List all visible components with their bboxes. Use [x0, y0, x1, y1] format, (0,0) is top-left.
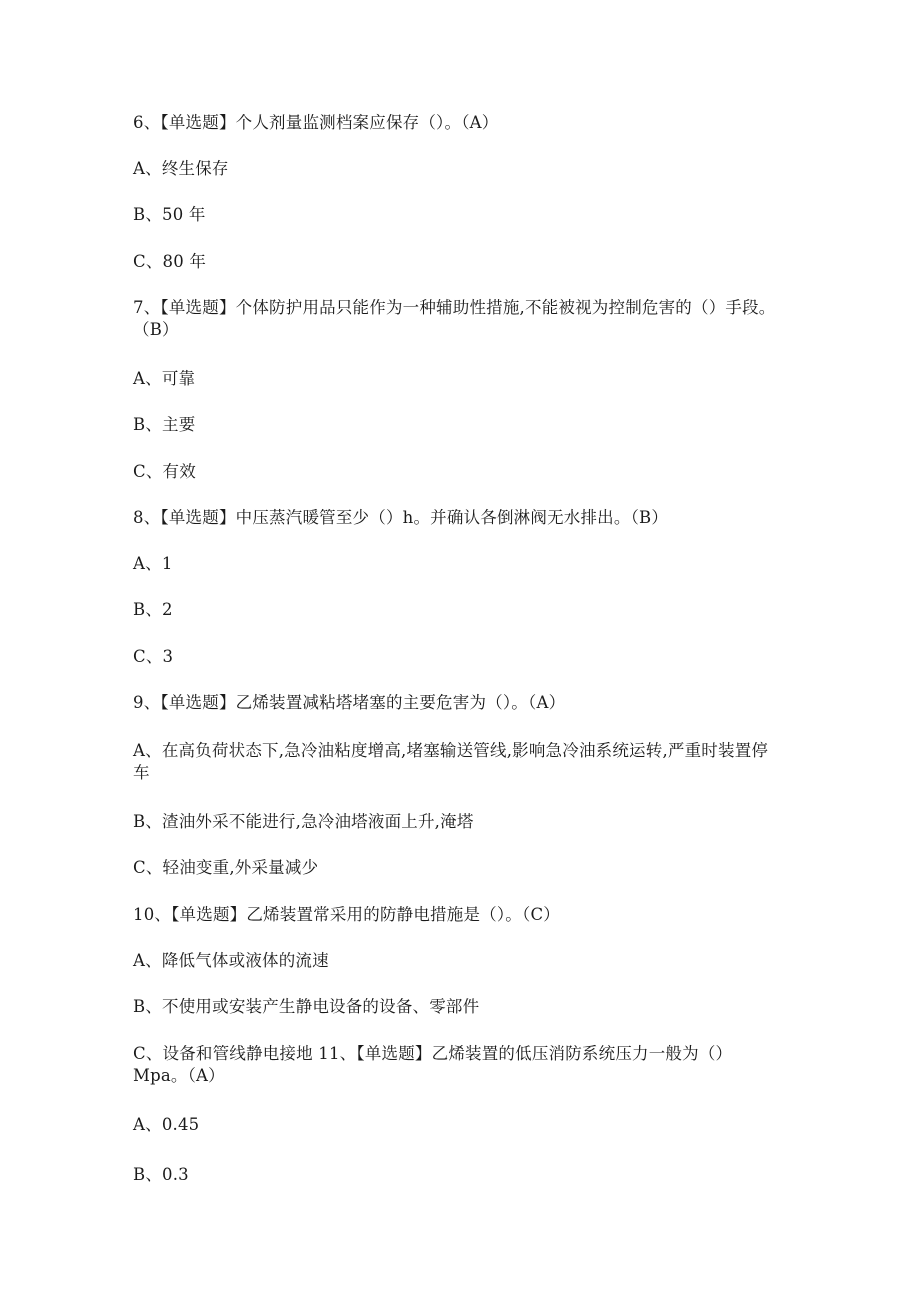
question-10-option-a: A、降低气体或液体的流速 [133, 951, 329, 970]
question-9-text: 9、【单选题】乙烯装置减粘塔堵塞的主要危害为（）。（A） [133, 693, 566, 712]
question-10-option-c-and-question-11-text: C、设备和管线静电接地 11、【单选题】乙烯装置的低压消防系统压力一般为（）Mpa。（A） [133, 1044, 733, 1085]
question-11-option-b: B、0.3 [133, 1165, 189, 1184]
question-10-text: 10、【单选题】乙烯装置常采用的防静电措施是（）。（C） [133, 905, 560, 924]
question-9-option-c: C、轻油变重,外采量减少 [133, 858, 319, 877]
question-6-option-b: B、50 年 [133, 205, 206, 224]
question-9-option-a: A、在高负荷状态下,急冷油粘度增高,堵塞输送管线,影响急冷油系统运转,严重时装置停车 [133, 741, 769, 782]
question-8-text: 8、【单选题】中压蒸汽暖管至少（）h。并确认各倒淋阀无水排出。（B） [133, 508, 669, 527]
question-9-option-b: B、渣油外采不能进行,急冷油塔液面上升,淹塔 [133, 812, 474, 831]
question-7-text: 7、【单选题】个体防护用品只能作为一种辅助性措施,不能被视为控制危害的（）手段。（B） [133, 298, 776, 339]
question-6-option-c: C、80 年 [133, 252, 207, 271]
question-10-option-b: B、不使用或安装产生静电设备的设备、零部件 [133, 997, 480, 1016]
question-7-option-a: A、可靠 [133, 369, 196, 388]
question-6-text: 6、【单选题】个人剂量监测档案应保存（）。（A） [133, 113, 499, 132]
question-11-option-a: A、0.45 [133, 1115, 200, 1134]
question-8-option-b: B、2 [133, 600, 173, 619]
question-6-option-a: A、终生保存 [133, 159, 229, 178]
question-8-option-c: C、3 [133, 647, 174, 666]
question-7-option-b: B、主要 [133, 415, 196, 434]
question-7-option-c: C、有效 [133, 462, 196, 481]
question-8-option-a: A、1 [133, 554, 173, 573]
